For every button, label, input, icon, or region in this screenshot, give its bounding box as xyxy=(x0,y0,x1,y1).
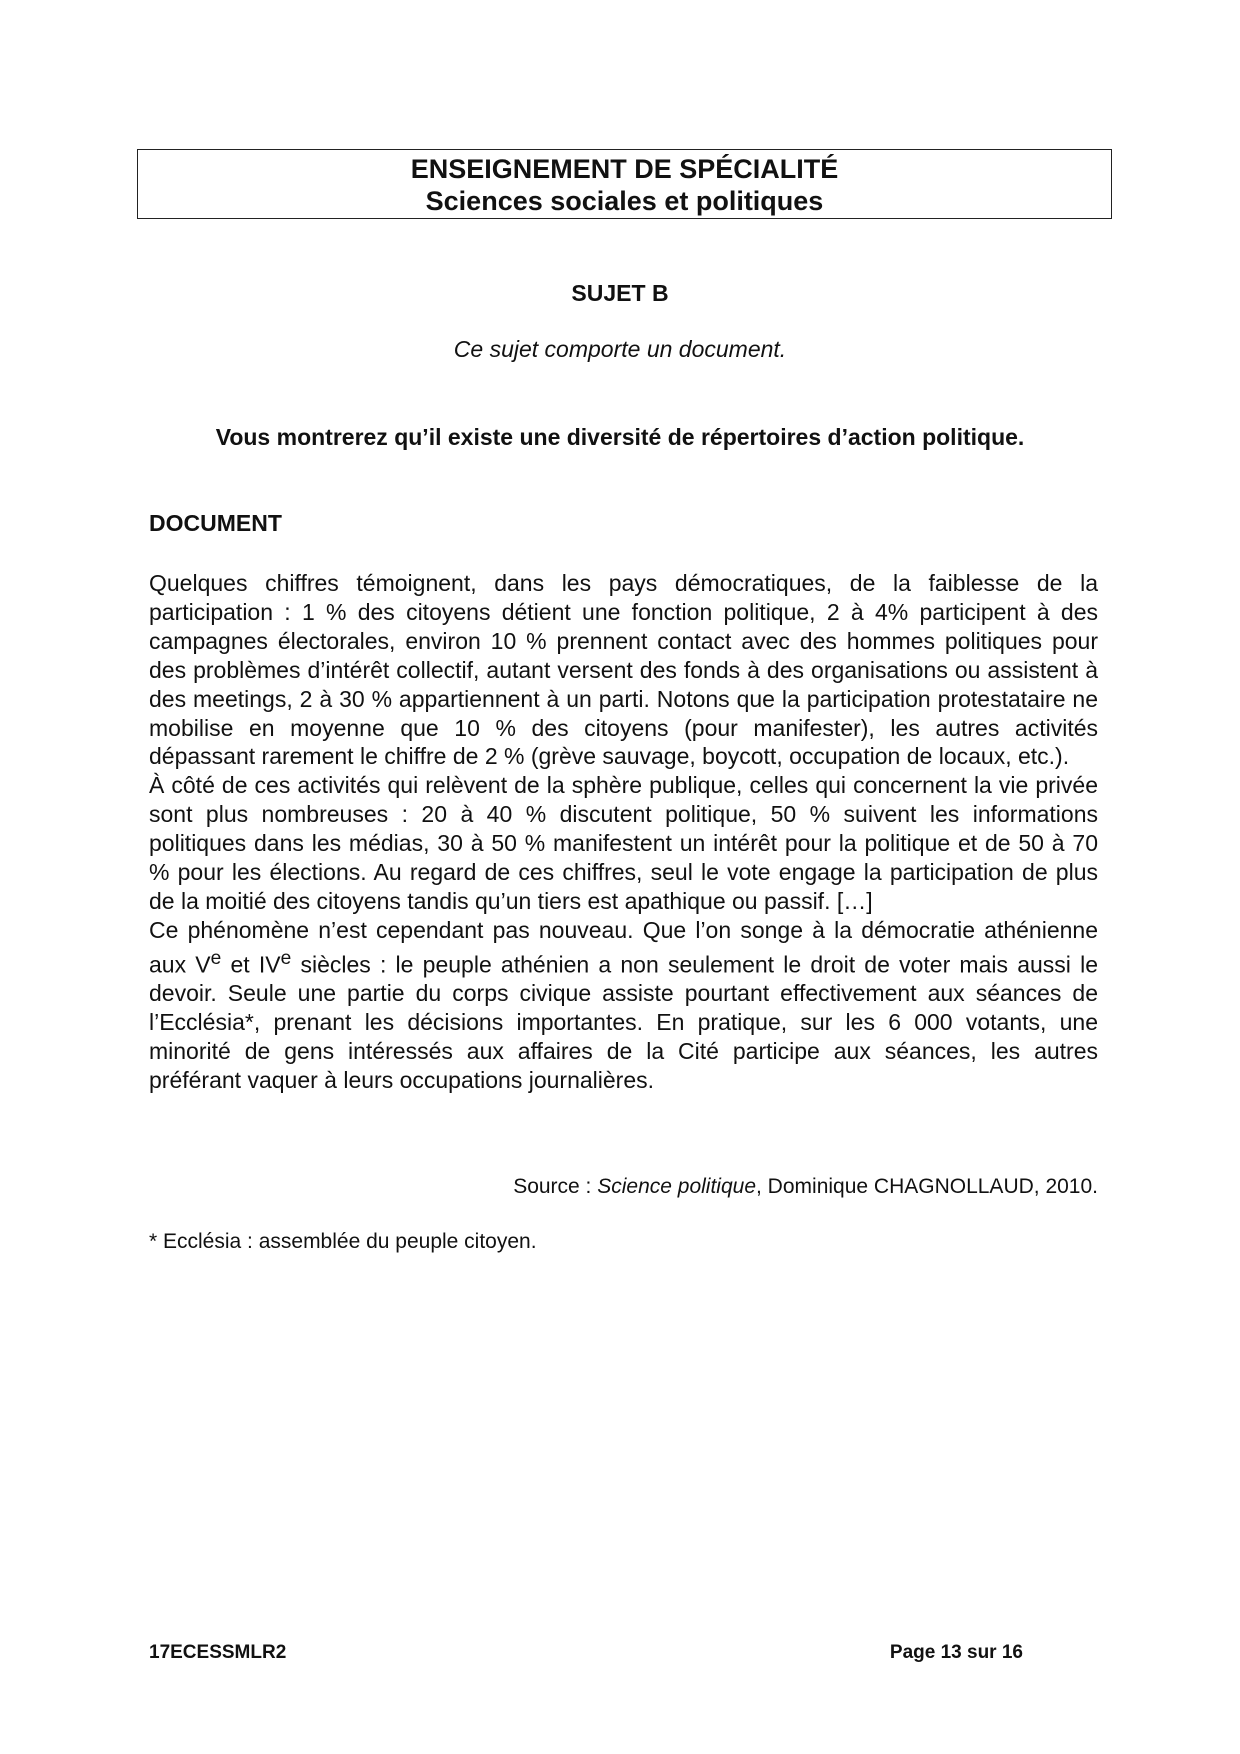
paragraph-3-text-b: et IV xyxy=(221,951,281,978)
footnote: * Ecclésia : assemblée du peuple citoyen. xyxy=(149,1230,537,1253)
document-paragraph-3 xyxy=(149,916,1098,1095)
paragraph-3-text-c: siècles : le peuple athénien a non seulement le droit de voter mais aussi le devoir. Seule une partie du corps civique assiste pourtant effectivement aux séances de l’Ecclésia*, prenant les décisions importantes. En pratique, sur les 6 000 votants, une minorité de gens intéressés aux affaires de la Cité participe aux séances, les autres préférant vaquer à leurs occupations journalières. xyxy=(149,951,1098,1094)
subject-note: Ce sujet comporte un document. xyxy=(453,336,787,362)
subject-label: SUJET B xyxy=(571,280,669,306)
document-paragraph-2: À côté de ces activités qui relèvent de la sphère publique, celles qui concernent la vie privée sont plus nombreuses : 20 à 40 % discutent politique, 50 % suivent les informations politiques dans les médias, 30 à 50 % manifestent un intérêt pour la politique et de 50 à 70 % pour les élections. Au regard de ces chiffres, seul le vote engage la participation de plus de la moitié des citoyens tandis qu’un tiers est apathique ou passif. […] xyxy=(149,772,1098,914)
header-box xyxy=(137,149,1112,219)
superscript-e: e xyxy=(280,947,292,969)
paragraph-3-text-a: Ce phénomène n’est cependant pas nouveau. Que l’on songe à la démocratie athénienne aux V xyxy=(149,916,1098,978)
page-number: Page 13 sur 16 xyxy=(889,1642,1023,1663)
header-title: ENSEIGNEMENT DE SPÉCIALITÉ xyxy=(410,154,839,184)
document-body xyxy=(149,569,1098,1095)
source-prefix: Source : xyxy=(513,1175,598,1198)
subject-question: Vous montrerez qu’il existe une diversité de répertoires d’action politique. xyxy=(215,424,1025,450)
header-subtitle: Sciences sociales et politiques xyxy=(425,186,824,216)
exam-code: 17ECESSMLR2 xyxy=(149,1642,287,1663)
source-author: , Dominique CHAGNOLLAUD, 2010. xyxy=(756,1175,1098,1198)
source-title: Science politique xyxy=(597,1175,757,1198)
source-citation xyxy=(513,1175,1098,1199)
superscript-e: e xyxy=(210,947,222,969)
document-paragraph-1: Quelques chiffres témoignent, dans les pays démocratiques, de la faiblesse de la participation : 1 % des citoyens détient une fonction politique, 2 à 4% participent à des campagnes électorales, environ 10 % prennent contact avec des hommes politiques pour des problèmes d’intérêt collectif, autant versent des fonds à des organisations ou assistent à des meetings, 2 à 30 % appartiennent à un parti. Notons que la participation protestataire ne mobilise en moyenne que 10 % des citoyens (pour manifester), les autres activités dépassant rarement le chiffre de 2 % (grève sauvage, boycott, occupation de locaux, etc.). xyxy=(149,570,1098,770)
document-heading: DOCUMENT xyxy=(149,510,282,536)
